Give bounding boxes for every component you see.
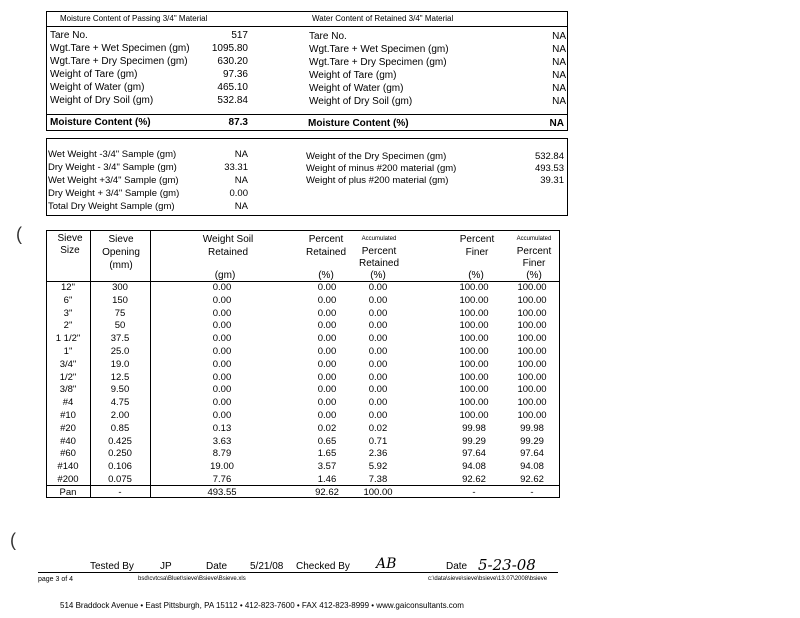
cell-percent-retained: 0.00 xyxy=(317,294,337,306)
cell-sieve-size: 2" xyxy=(63,320,73,332)
cell-accum-finer: 100.00 xyxy=(517,397,547,409)
scan-mark-2: ( xyxy=(10,530,16,550)
cell-sieve-opening: 75 xyxy=(114,307,126,319)
sample-left-value: NA xyxy=(234,149,248,160)
checked-by-initials: AB xyxy=(376,556,397,572)
moisture-right-value: NA xyxy=(552,96,566,107)
cell-sieve-opening: 4.75 xyxy=(110,397,130,409)
cell-accum-retained: 0.00 xyxy=(368,397,388,409)
cell-accum-retained: 0.00 xyxy=(368,282,388,293)
header-accum-finer-top: Accumulated xyxy=(516,236,552,242)
cell-accum-retained: 0.00 xyxy=(368,410,388,421)
cell-accum-finer: 100.00 xyxy=(517,333,547,345)
moisture-right-value: NA xyxy=(552,44,566,55)
cell-accum-finer: 94.08 xyxy=(520,461,544,473)
moisture-right-label: Weight of Dry Soil (gm) xyxy=(309,96,413,107)
cell-accum-finer: 100.00 xyxy=(517,410,547,421)
scan-mark-1: ( xyxy=(16,224,22,244)
cell-percent-finer: 92.62 xyxy=(462,474,486,485)
moisture-left-value: 517 xyxy=(231,30,248,41)
moisture-right-title: Water Content of Retained 3/4" Material xyxy=(312,14,454,23)
cell-accum-retained: 5.92 xyxy=(368,461,388,473)
left-moisture-value: 87.3 xyxy=(228,117,248,128)
cell-percent-finer: 100.00 xyxy=(459,397,489,409)
cell-sieve-opening: 0.425 xyxy=(108,435,132,447)
cell-weight-retained: 8.79 xyxy=(212,448,232,460)
cell-weight-retained: 19.00 xyxy=(210,461,234,473)
cell-accum-finer: 100.00 xyxy=(517,307,547,319)
cell-percent-finer: 97.64 xyxy=(462,448,486,460)
cell-percent-finer-pan: - xyxy=(472,487,476,498)
cell-percent-finer: 100.00 xyxy=(459,384,489,396)
cell-accum-retained: 0.00 xyxy=(368,371,388,383)
cell-percent-finer: 100.00 xyxy=(459,333,489,345)
moisture-left-value: 97.36 xyxy=(222,69,248,80)
cell-accum-retained: 7.38 xyxy=(368,474,388,485)
moisture-right-value: NA xyxy=(552,70,566,81)
cell-accum-finer: 100.00 xyxy=(517,282,547,293)
cell-percent-retained: 3.57 xyxy=(317,461,337,473)
moisture-right-label: Wgt.Tare + Dry Specimen (gm) xyxy=(309,57,447,68)
moisture-right-value: NA xyxy=(552,83,566,94)
header-accum-retained-top: Accumulated xyxy=(361,236,397,242)
cell-percent-finer: 100.00 xyxy=(459,358,489,370)
cell-percent-retained: 0.00 xyxy=(317,384,337,396)
cell-weight-retained: 0.00 xyxy=(212,333,232,345)
moisture-right-label: Wgt.Tare + Wet Specimen (gm) xyxy=(309,44,449,55)
cell-sieve-opening: 25.0 xyxy=(110,346,130,357)
cell-accum-finer: 100.00 xyxy=(517,371,547,383)
cell-sieve-size: 1/2" xyxy=(59,371,77,383)
moisture-left-label: Tare No. xyxy=(50,30,88,41)
cell-accum-retained: 0.00 xyxy=(368,320,388,332)
page-label: page 3 of 4 xyxy=(38,576,74,583)
cell-accum-finer: 92.62 xyxy=(520,474,544,485)
sample-right-value: 39.31 xyxy=(540,175,564,186)
header-percent-retained: Percent Retained xyxy=(305,234,347,258)
cell-percent-retained: 0.00 xyxy=(317,410,337,421)
cell-weight-retained: 0.00 xyxy=(212,346,232,357)
moisture-left-label: Wgt.Tare + Dry Specimen (gm) xyxy=(50,56,188,67)
cell-percent-finer: 100.00 xyxy=(459,294,489,306)
cell-accum-finer-pan: - xyxy=(530,487,534,498)
cell-accum-retained: 0.71 xyxy=(368,435,388,447)
cell-percent-retained: 0.00 xyxy=(317,371,337,383)
cell-percent-retained: 0.02 xyxy=(317,422,337,434)
cell-accum-retained: 0.00 xyxy=(368,333,388,345)
cell-sieve-size: #20 xyxy=(60,422,76,434)
cell-percent-retained: 0.00 xyxy=(317,320,337,332)
cell-weight-retained: 0.13 xyxy=(212,422,232,434)
tested-by-value: JP xyxy=(160,561,172,572)
cell-sieve-opening: 0.85 xyxy=(110,422,130,434)
cell-sieve-size: #10 xyxy=(60,410,76,421)
cell-accum-retained: 2.36 xyxy=(368,448,388,460)
moisture-left-value: 532.84 xyxy=(217,95,248,106)
left-moisture-label: Moisture Content (%) xyxy=(50,117,151,128)
cell-percent-retained: 0.00 xyxy=(317,358,337,370)
cell-sieve-size: 12" xyxy=(61,282,75,293)
cell-sieve-opening: 0.250 xyxy=(108,448,132,460)
cell-weight-retained: 0.00 xyxy=(212,282,232,293)
cell-percent-finer: 100.00 xyxy=(459,282,489,293)
cell-percent-finer: 99.29 xyxy=(462,435,486,447)
cell-weight-retained: 0.00 xyxy=(212,371,232,383)
cell-accum-retained: 0.02 xyxy=(368,422,388,434)
sample-left-value: NA xyxy=(234,201,248,212)
sample-left-value: NA xyxy=(234,175,248,186)
cell-percent-retained: 1.65 xyxy=(317,448,337,460)
cell-percent-finer: 100.00 xyxy=(459,410,489,421)
cell-accum-retained: 0.00 xyxy=(368,307,388,319)
cell-sieve-size: #4 xyxy=(62,397,74,409)
header-percent-finer-unit: (%) xyxy=(468,270,484,281)
cell-sieve-opening: 9.50 xyxy=(110,384,130,396)
cell-weight-retained: 0.00 xyxy=(212,320,232,332)
cell-percent-retained: 1.46 xyxy=(317,474,337,485)
cell-sieve-opening: 50 xyxy=(114,320,126,332)
moisture-left-value: 630.20 xyxy=(217,56,248,67)
moisture-right-label: Tare No. xyxy=(309,31,347,42)
cell-sieve-opening-pan: - xyxy=(118,487,122,498)
date2-value: 5-23-08 xyxy=(478,556,536,574)
moisture-left-label: Weight of Dry Soil (gm) xyxy=(50,95,154,106)
cell-sieve-opening: 0.106 xyxy=(108,461,132,473)
cell-sieve-size: 1 1/2" xyxy=(55,333,81,345)
cell-accum-finer: 99.98 xyxy=(520,422,544,434)
moisture-right-value: NA xyxy=(552,31,566,42)
cell-accum-retained: 0.00 xyxy=(368,358,388,370)
cell-sieve-opening: 12.5 xyxy=(110,371,130,383)
cell-percent-finer: 100.00 xyxy=(459,346,489,357)
cell-accum-finer: 99.29 xyxy=(520,435,544,447)
cell-accum-retained-pan: 100.00 xyxy=(363,487,393,498)
cell-percent-finer: 100.00 xyxy=(459,320,489,332)
cell-sieve-size: #140 xyxy=(57,461,79,473)
cell-weight-retained: 7.76 xyxy=(212,474,232,485)
cell-percent-finer: 100.00 xyxy=(459,307,489,319)
sample-right-label: Weight of the Dry Specimen (gm) xyxy=(306,151,447,162)
cell-sieve-size: #200 xyxy=(57,474,79,485)
header-accum-retained: Percent Retained xyxy=(358,246,400,269)
sample-left-label: Wet Weight -3/4" Sample (gm) xyxy=(48,149,177,160)
moisture-left-label: Weight of Water (gm) xyxy=(50,82,145,93)
cell-sieve-size: 3" xyxy=(63,307,73,319)
sample-right-label: Weight of minus #200 material (gm) xyxy=(306,163,457,174)
header-percent-unit: (%) xyxy=(318,270,334,281)
cell-percent-retained: 0.65 xyxy=(317,435,337,447)
cell-percent-finer: 94.08 xyxy=(462,461,486,473)
cell-weight-retained: 3.63 xyxy=(212,435,232,447)
file-left: bsd\cvtcsa\Bluet\sieve\Bsieve\Bsieve.xls xyxy=(138,576,246,582)
cell-percent-retained: 0.00 xyxy=(317,307,337,319)
cell-percent-retained-pan: 92.62 xyxy=(315,487,339,498)
cell-sieve-size: 1" xyxy=(63,346,73,357)
moisture-left-value: 1095.80 xyxy=(211,43,248,54)
sample-left-label: Dry Weight - 3/4" Sample (gm) xyxy=(48,162,177,173)
address: 514 Braddock Avenue • East Pittsburgh, PA 15112 • 412-823-7600 • FAX 412-823-8999 • www.gaiconsultants.com xyxy=(60,601,464,610)
cell-weight-retained: 0.00 xyxy=(212,358,232,370)
moisture-right-label: Weight of Water (gm) xyxy=(309,83,404,94)
date-value: 5/21/08 xyxy=(250,561,284,572)
sample-left-label: Dry Weight + 3/4" Sample (gm) xyxy=(48,188,180,199)
cell-sieve-size: 3/4" xyxy=(59,358,77,370)
header-accum-finer: Percent Finer xyxy=(516,246,552,269)
cell-weight-retained-pan: 493.55 xyxy=(207,487,237,498)
cell-percent-retained: 0.00 xyxy=(317,333,337,345)
cell-weight-retained: 0.00 xyxy=(212,307,232,319)
cell-sieve-opening: 150 xyxy=(112,294,128,306)
cell-sieve-size: 6" xyxy=(63,294,73,306)
checked-by-label: Checked By xyxy=(296,561,350,572)
cell-weight-retained: 0.00 xyxy=(212,410,232,421)
cell-percent-retained: 0.00 xyxy=(317,346,337,357)
cell-sieve-size: #60 xyxy=(60,448,76,460)
cell-percent-retained: 0.00 xyxy=(317,397,337,409)
right-moisture-value: NA xyxy=(549,118,564,129)
sample-right-value: 493.53 xyxy=(534,163,564,174)
cell-sieve-opening: 0.075 xyxy=(108,474,132,485)
cell-sieve-opening: 37.5 xyxy=(110,333,130,345)
cell-accum-finer: 100.00 xyxy=(517,320,547,332)
cell-accum-retained: 0.00 xyxy=(368,294,388,306)
right-moisture-label: Moisture Content (%) xyxy=(308,118,409,129)
cell-weight-retained: 0.00 xyxy=(212,294,232,306)
moisture-left-label: Weight of Tare (gm) xyxy=(50,69,138,80)
moisture-right-label: Weight of Tare (gm) xyxy=(309,70,397,81)
cell-percent-retained: 0.00 xyxy=(317,282,337,293)
cell-accum-finer: 100.00 xyxy=(517,346,547,357)
date2-label: Date xyxy=(446,561,468,572)
cell-weight-retained: 0.00 xyxy=(212,397,232,409)
header-weight-unit: (gm) xyxy=(214,270,236,281)
cell-sieve-size: #40 xyxy=(60,435,76,447)
sample-right-value: 532.84 xyxy=(534,151,564,162)
cell-percent-finer: 99.98 xyxy=(462,422,486,434)
cell-accum-finer: 100.00 xyxy=(517,294,547,306)
cell-sieve-opening: 2.00 xyxy=(110,410,130,421)
cell-sieve-opening: 19.0 xyxy=(110,358,130,370)
sample-left-label: Wet Weight +3/4" Sample (gm) xyxy=(48,175,179,186)
header-percent-finer: Percent Finer xyxy=(459,234,495,258)
sample-left-value: 33.31 xyxy=(224,162,248,173)
moisture-left-value: 465.10 xyxy=(217,82,248,93)
sample-left-value: 0.00 xyxy=(229,188,248,199)
sample-right-label: Weight of plus #200 material (gm) xyxy=(306,175,449,186)
moisture-left-label: Wgt.Tare + Wet Specimen (gm) xyxy=(50,43,190,54)
header-weight-retained: Weight Soil Retained xyxy=(202,234,254,258)
cell-percent-finer: 100.00 xyxy=(459,371,489,383)
file-right: c:\data\sieve\sieve\bsieve\13.07\2008\bsieve xyxy=(428,576,548,582)
header-sieve-opening: Sieve Opening (mm) xyxy=(102,234,140,271)
cell-accum-finer: 100.00 xyxy=(517,358,547,370)
sample-left-label: Total Dry Weight Sample (gm) xyxy=(48,201,175,212)
cell-accum-retained: 0.00 xyxy=(368,346,388,357)
cell-weight-retained: 0.00 xyxy=(212,384,232,396)
header-accum-finer-unit: (%) xyxy=(526,270,542,281)
moisture-left-title: Moisture Content of Passing 3/4" Material xyxy=(60,14,208,23)
header-sieve-size: Sieve Size xyxy=(57,233,83,256)
cell-accum-finer: 97.64 xyxy=(520,448,544,460)
cell-sieve-size: 3/8" xyxy=(59,384,77,396)
cell-accum-finer: 100.00 xyxy=(517,384,547,396)
tested-by-label: Tested By xyxy=(90,561,134,572)
date-label: Date xyxy=(206,561,228,572)
header-accum-retained-unit: (%) xyxy=(370,270,386,281)
cell-accum-retained: 0.00 xyxy=(368,384,388,396)
moisture-right-value: NA xyxy=(552,57,566,68)
cell-sieve-opening: 300 xyxy=(112,282,128,293)
cell-sieve-size-pan: Pan xyxy=(59,487,77,498)
